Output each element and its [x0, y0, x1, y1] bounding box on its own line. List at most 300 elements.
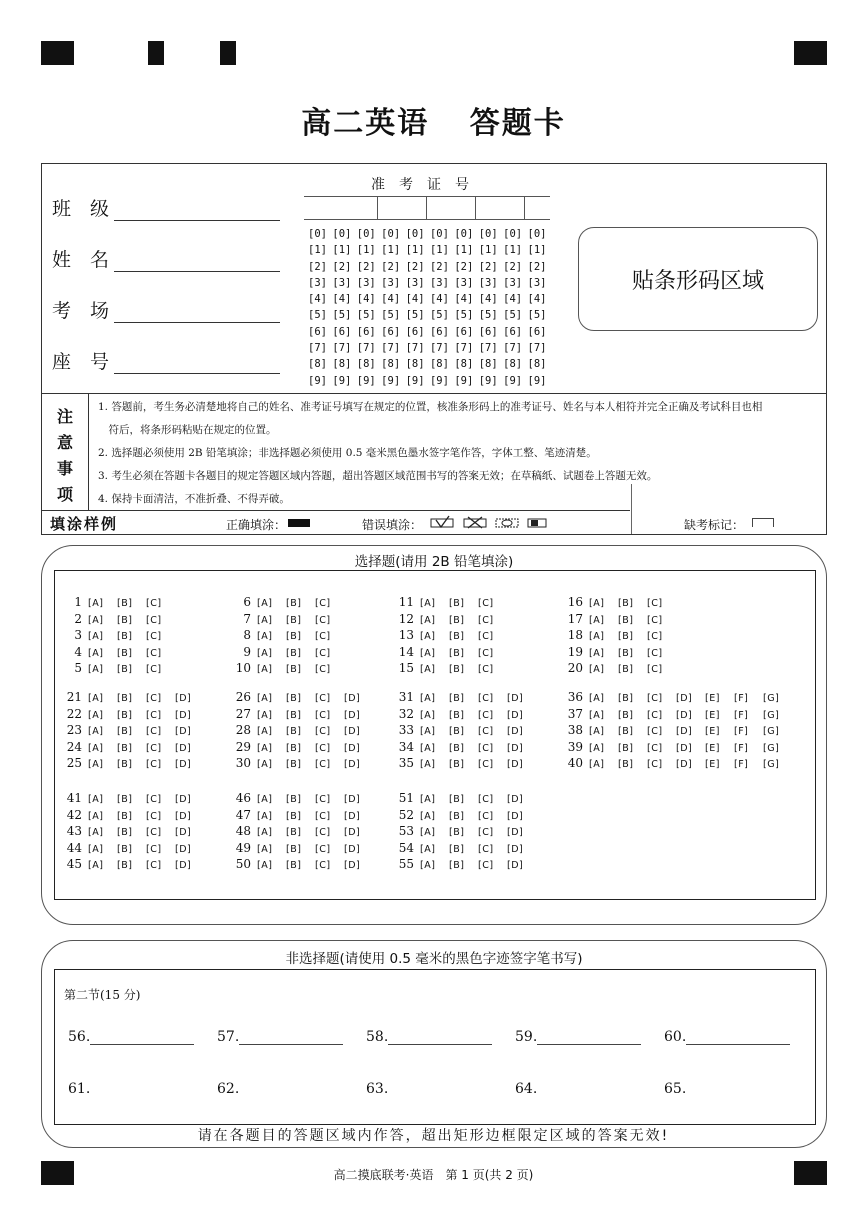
- option-bubble[interactable]: [C]: [478, 810, 494, 822]
- option-bubble[interactable]: [B]: [117, 693, 133, 704]
- option-bubble[interactable]: [C]: [478, 693, 494, 704]
- admission-bubble[interactable]: [1]: [381, 244, 401, 257]
- option-bubble[interactable]: [C]: [478, 631, 494, 643]
- option-bubble[interactable]: [D]: [507, 794, 524, 805]
- admission-bubble[interactable]: [0]: [454, 228, 474, 240]
- option-bubble[interactable]: [D]: [175, 860, 192, 872]
- option-bubble[interactable]: [E]: [705, 693, 720, 704]
- option-bubble[interactable]: [C]: [315, 742, 331, 754]
- option-bubble[interactable]: [C]: [647, 759, 663, 771]
- admission-bubble[interactable]: [6]: [527, 325, 547, 338]
- admission-bubble[interactable]: [8]: [527, 358, 547, 371]
- option-bubble[interactable]: [A]: [589, 664, 605, 676]
- admission-bubble[interactable]: [5]: [381, 309, 401, 322]
- option-bubble[interactable]: [D]: [507, 709, 524, 721]
- option-bubble[interactable]: [B]: [449, 614, 465, 626]
- option-bubble[interactable]: [A]: [88, 693, 104, 704]
- option-bubble[interactable]: [B]: [286, 759, 302, 771]
- option-bubble[interactable]: [C]: [146, 810, 162, 822]
- option-bubble[interactable]: [D]: [507, 827, 524, 839]
- admission-bubble[interactable]: [7]: [381, 342, 401, 355]
- option-bubble[interactable]: [A]: [257, 647, 273, 659]
- admission-bubble[interactable]: [2]: [478, 260, 498, 273]
- option-bubble[interactable]: [B]: [449, 693, 465, 704]
- option-bubble[interactable]: [D]: [676, 726, 693, 738]
- option-bubble[interactable]: [C]: [315, 709, 331, 721]
- admission-bubble[interactable]: [2]: [308, 260, 327, 273]
- option-bubble[interactable]: [B]: [449, 647, 465, 659]
- admission-bubble[interactable]: [6]: [332, 325, 352, 338]
- option-bubble[interactable]: [B]: [286, 742, 302, 754]
- option-bubble[interactable]: [B]: [286, 709, 302, 721]
- option-bubble[interactable]: [C]: [647, 647, 663, 659]
- option-bubble[interactable]: [B]: [449, 598, 465, 609]
- option-bubble[interactable]: [D]: [175, 843, 192, 855]
- option-bubble[interactable]: [E]: [705, 709, 720, 721]
- option-bubble[interactable]: [B]: [286, 693, 302, 704]
- blank-answer[interactable]: [366, 1081, 388, 1097]
- option-bubble[interactable]: [C]: [647, 693, 663, 704]
- option-bubble[interactable]: [B]: [618, 631, 634, 643]
- admission-bubble[interactable]: [8]: [356, 358, 376, 371]
- option-bubble[interactable]: [A]: [589, 693, 605, 704]
- option-bubble[interactable]: [A]: [88, 631, 104, 643]
- admission-bubble[interactable]: [6]: [405, 325, 425, 338]
- option-bubble[interactable]: [C]: [478, 647, 494, 659]
- blank-line[interactable]: [90, 1030, 194, 1045]
- admission-bubble[interactable]: [9]: [356, 374, 376, 387]
- option-bubble[interactable]: [A]: [420, 742, 436, 754]
- admission-bubble[interactable]: [0]: [308, 228, 327, 240]
- admission-bubble[interactable]: [2]: [454, 260, 474, 273]
- admission-bubble[interactable]: [7]: [332, 342, 352, 355]
- option-bubble[interactable]: [B]: [286, 614, 302, 626]
- option-bubble[interactable]: [C]: [315, 647, 331, 659]
- blank-answer[interactable]: [664, 1029, 790, 1045]
- option-bubble[interactable]: [D]: [344, 726, 361, 738]
- option-bubble[interactable]: [C]: [146, 631, 162, 643]
- option-bubble[interactable]: [B]: [618, 759, 634, 771]
- option-bubble[interactable]: [A]: [589, 726, 605, 738]
- admission-bubble[interactable]: [3]: [429, 276, 449, 289]
- admission-bubble[interactable]: [8]: [503, 358, 523, 371]
- option-bubble[interactable]: [A]: [88, 794, 104, 805]
- admission-bubble[interactable]: [7]: [308, 342, 327, 355]
- option-bubble[interactable]: [C]: [146, 860, 162, 872]
- option-bubble[interactable]: [B]: [117, 726, 133, 738]
- blank-line[interactable]: [686, 1030, 790, 1045]
- option-bubble[interactable]: [C]: [146, 827, 162, 839]
- option-bubble[interactable]: [C]: [478, 759, 494, 771]
- option-bubble[interactable]: [C]: [647, 598, 663, 609]
- name-field[interactable]: 姓 名: [52, 245, 280, 272]
- option-bubble[interactable]: [C]: [146, 614, 162, 626]
- option-bubble[interactable]: [A]: [589, 631, 605, 643]
- option-bubble[interactable]: [B]: [117, 709, 133, 721]
- option-bubble[interactable]: [B]: [117, 664, 133, 676]
- admission-bubble[interactable]: [1]: [405, 244, 425, 257]
- option-bubble[interactable]: [F]: [734, 726, 749, 738]
- option-bubble[interactable]: [A]: [420, 631, 436, 643]
- admission-bubble[interactable]: [3]: [478, 276, 498, 289]
- option-bubble[interactable]: [D]: [175, 759, 192, 771]
- option-bubble[interactable]: [D]: [676, 759, 693, 771]
- admission-bubble[interactable]: [3]: [381, 276, 401, 289]
- admission-bubble[interactable]: [0]: [478, 228, 498, 240]
- option-bubble[interactable]: [C]: [315, 810, 331, 822]
- option-bubble[interactable]: [A]: [257, 810, 273, 822]
- option-bubble[interactable]: [A]: [420, 759, 436, 771]
- option-bubble[interactable]: [B]: [618, 598, 634, 609]
- blank-answer[interactable]: [664, 1081, 686, 1097]
- option-bubble[interactable]: [C]: [146, 693, 162, 704]
- option-bubble[interactable]: [C]: [647, 614, 663, 626]
- option-bubble[interactable]: [A]: [257, 598, 273, 609]
- option-bubble[interactable]: [D]: [344, 742, 361, 754]
- option-bubble[interactable]: [C]: [647, 631, 663, 643]
- option-bubble[interactable]: [D]: [676, 742, 693, 754]
- option-bubble[interactable]: [D]: [344, 709, 361, 721]
- option-bubble[interactable]: [A]: [420, 726, 436, 738]
- option-bubble[interactable]: [B]: [286, 631, 302, 643]
- admission-bubble[interactable]: [1]: [527, 244, 547, 257]
- option-bubble[interactable]: [B]: [286, 860, 302, 872]
- option-bubble[interactable]: [A]: [88, 647, 104, 659]
- option-bubble[interactable]: [C]: [315, 843, 331, 855]
- exam-room-field[interactable]: 考 场: [52, 296, 280, 323]
- option-bubble[interactable]: [D]: [175, 794, 192, 805]
- admission-bubble[interactable]: [3]: [356, 276, 376, 289]
- option-bubble[interactable]: [D]: [175, 709, 192, 721]
- admission-bubble[interactable]: [6]: [429, 325, 449, 338]
- admission-bubble[interactable]: [4]: [381, 293, 401, 306]
- option-bubble[interactable]: [B]: [286, 810, 302, 822]
- option-bubble[interactable]: [D]: [175, 742, 192, 754]
- option-bubble[interactable]: [A]: [257, 693, 273, 704]
- option-bubble[interactable]: [A]: [420, 664, 436, 676]
- option-bubble[interactable]: [D]: [344, 810, 361, 822]
- admission-bubble[interactable]: [3]: [308, 276, 327, 289]
- option-bubble[interactable]: [A]: [88, 709, 104, 721]
- option-bubble[interactable]: [C]: [146, 598, 162, 609]
- option-bubble[interactable]: [C]: [478, 860, 494, 872]
- option-bubble[interactable]: [C]: [146, 843, 162, 855]
- admission-bubble[interactable]: [8]: [478, 358, 498, 371]
- option-bubble[interactable]: [B]: [449, 759, 465, 771]
- admission-bubble[interactable]: [1]: [454, 244, 474, 257]
- option-bubble[interactable]: [E]: [705, 742, 720, 754]
- option-bubble[interactable]: [B]: [618, 693, 634, 704]
- option-bubble[interactable]: [B]: [449, 860, 465, 872]
- admission-bubble[interactable]: [1]: [503, 244, 523, 257]
- option-bubble[interactable]: [B]: [117, 614, 133, 626]
- option-bubble[interactable]: [B]: [618, 664, 634, 676]
- admission-bubble[interactable]: [9]: [429, 374, 449, 387]
- admission-bubble[interactable]: [7]: [405, 342, 425, 355]
- admission-bubble[interactable]: [2]: [405, 260, 425, 273]
- option-bubble[interactable]: [A]: [257, 709, 273, 721]
- option-bubble[interactable]: [E]: [705, 726, 720, 738]
- option-bubble[interactable]: [G]: [763, 742, 780, 754]
- admission-bubble[interactable]: [6]: [478, 325, 498, 338]
- option-bubble[interactable]: [A]: [257, 631, 273, 643]
- admission-bubble[interactable]: [5]: [356, 309, 376, 322]
- admission-bubble[interactable]: [5]: [332, 309, 352, 322]
- option-bubble[interactable]: [A]: [257, 843, 273, 855]
- admission-bubble[interactable]: [7]: [527, 342, 547, 355]
- blank-answer[interactable]: [515, 1029, 641, 1045]
- option-bubble[interactable]: [B]: [286, 647, 302, 659]
- option-bubble[interactable]: [A]: [420, 810, 436, 822]
- blank-answer[interactable]: [68, 1029, 194, 1045]
- admission-bubble[interactable]: [0]: [429, 228, 449, 240]
- option-bubble[interactable]: [A]: [257, 860, 273, 872]
- option-bubble[interactable]: [B]: [286, 598, 302, 609]
- option-bubble[interactable]: [D]: [175, 726, 192, 738]
- admission-bubble[interactable]: [4]: [478, 293, 498, 306]
- option-bubble[interactable]: [B]: [117, 810, 133, 822]
- option-bubble[interactable]: [A]: [589, 759, 605, 771]
- option-bubble[interactable]: [B]: [618, 709, 634, 721]
- admission-bubble[interactable]: [9]: [478, 374, 498, 387]
- option-bubble[interactable]: [B]: [117, 742, 133, 754]
- blank-answer[interactable]: [366, 1029, 492, 1045]
- option-bubble[interactable]: [C]: [315, 726, 331, 738]
- option-bubble[interactable]: [D]: [507, 693, 524, 704]
- option-bubble[interactable]: [A]: [420, 860, 436, 872]
- admission-bubble[interactable]: [4]: [429, 293, 449, 306]
- option-bubble[interactable]: [G]: [763, 759, 780, 771]
- blank-answer[interactable]: [217, 1081, 239, 1097]
- admission-bubble[interactable]: [2]: [381, 260, 401, 273]
- option-bubble[interactable]: [C]: [315, 759, 331, 771]
- option-bubble[interactable]: [B]: [117, 794, 133, 805]
- option-bubble[interactable]: [B]: [618, 742, 634, 754]
- option-bubble[interactable]: [B]: [449, 664, 465, 676]
- admission-bubble[interactable]: [2]: [332, 260, 352, 273]
- option-bubble[interactable]: [A]: [420, 709, 436, 721]
- admission-bubble[interactable]: [4]: [454, 293, 474, 306]
- admission-bubble[interactable]: [3]: [503, 276, 523, 289]
- option-bubble[interactable]: [B]: [618, 647, 634, 659]
- option-bubble[interactable]: [A]: [257, 794, 273, 805]
- blank-answer[interactable]: [515, 1081, 537, 1097]
- option-bubble[interactable]: [D]: [507, 810, 524, 822]
- option-bubble[interactable]: [C]: [478, 843, 494, 855]
- option-bubble[interactable]: [A]: [88, 664, 104, 676]
- option-bubble[interactable]: [A]: [420, 827, 436, 839]
- admission-bubble[interactable]: [9]: [332, 374, 352, 387]
- option-bubble[interactable]: [D]: [175, 827, 192, 839]
- option-bubble[interactable]: [G]: [763, 726, 780, 738]
- admission-bubble[interactable]: [1]: [356, 244, 376, 257]
- admission-bubble[interactable]: [1]: [332, 244, 352, 257]
- admission-bubble[interactable]: [6]: [381, 325, 401, 338]
- option-bubble[interactable]: [C]: [315, 664, 331, 676]
- admission-bubble[interactable]: [0]: [503, 228, 523, 240]
- option-bubble[interactable]: [D]: [507, 759, 524, 771]
- admission-bubble[interactable]: [3]: [332, 276, 352, 289]
- option-bubble[interactable]: [A]: [88, 598, 104, 609]
- admission-bubble[interactable]: [3]: [454, 276, 474, 289]
- admission-bubble[interactable]: [4]: [332, 293, 352, 306]
- option-bubble[interactable]: [D]: [344, 843, 361, 855]
- option-bubble[interactable]: [C]: [478, 794, 494, 805]
- admission-bubble[interactable]: [5]: [405, 309, 425, 322]
- admission-bubble[interactable]: [2]: [527, 260, 547, 273]
- option-bubble[interactable]: [D]: [507, 726, 524, 738]
- option-bubble[interactable]: [C]: [478, 742, 494, 754]
- option-bubble[interactable]: [D]: [676, 693, 693, 704]
- admission-bubble[interactable]: [8]: [332, 358, 352, 371]
- option-bubble[interactable]: [A]: [257, 726, 273, 738]
- admission-bubble[interactable]: [8]: [381, 358, 401, 371]
- option-bubble[interactable]: [A]: [589, 614, 605, 626]
- option-bubble[interactable]: [D]: [507, 843, 524, 855]
- admission-bubble[interactable]: [4]: [405, 293, 425, 306]
- option-bubble[interactable]: [A]: [257, 759, 273, 771]
- admission-bubble[interactable]: [0]: [356, 228, 376, 240]
- admission-bubble[interactable]: [0]: [381, 228, 401, 240]
- blank-line[interactable]: [388, 1030, 492, 1045]
- admission-write-boxes[interactable]: [304, 196, 550, 220]
- option-bubble[interactable]: [F]: [734, 693, 749, 704]
- option-bubble[interactable]: [A]: [589, 647, 605, 659]
- admission-bubble[interactable]: [3]: [527, 276, 547, 289]
- option-bubble[interactable]: [B]: [117, 827, 133, 839]
- admission-bubble[interactable]: [8]: [454, 358, 474, 371]
- admission-bubble[interactable]: [5]: [478, 309, 498, 322]
- option-bubble[interactable]: [A]: [88, 614, 104, 626]
- admission-bubble[interactable]: [1]: [429, 244, 449, 257]
- blank-answer[interactable]: [217, 1029, 343, 1045]
- admission-bubble[interactable]: [2]: [429, 260, 449, 273]
- seat-field[interactable]: 座 号: [52, 347, 280, 374]
- option-bubble[interactable]: [A]: [589, 709, 605, 721]
- admission-bubble[interactable]: [0]: [332, 228, 352, 240]
- admission-bubble[interactable]: [2]: [356, 260, 376, 273]
- option-bubble[interactable]: [A]: [257, 827, 273, 839]
- option-bubble[interactable]: [A]: [257, 664, 273, 676]
- admission-bubble[interactable]: [6]: [356, 325, 376, 338]
- option-bubble[interactable]: [C]: [146, 709, 162, 721]
- admission-bubble[interactable]: [5]: [429, 309, 449, 322]
- admission-bubble[interactable]: [1]: [478, 244, 498, 257]
- option-bubble[interactable]: [D]: [175, 693, 192, 704]
- admission-bubble[interactable]: [9]: [405, 374, 425, 387]
- option-bubble[interactable]: [A]: [88, 843, 104, 855]
- option-bubble[interactable]: [C]: [647, 742, 663, 754]
- option-bubble[interactable]: [B]: [449, 742, 465, 754]
- option-bubble[interactable]: [B]: [286, 843, 302, 855]
- option-bubble[interactable]: [B]: [449, 827, 465, 839]
- admission-bubble[interactable]: [6]: [308, 325, 327, 338]
- admission-bubble[interactable]: [5]: [527, 309, 547, 322]
- option-bubble[interactable]: [A]: [257, 614, 273, 626]
- option-bubble[interactable]: [A]: [420, 614, 436, 626]
- option-bubble[interactable]: [C]: [478, 664, 494, 676]
- option-bubble[interactable]: [C]: [146, 664, 162, 676]
- option-bubble[interactable]: [C]: [146, 726, 162, 738]
- option-bubble[interactable]: [D]: [175, 810, 192, 822]
- admission-bubble[interactable]: [8]: [405, 358, 425, 371]
- option-bubble[interactable]: [B]: [449, 810, 465, 822]
- option-bubble[interactable]: [C]: [647, 664, 663, 676]
- option-bubble[interactable]: [A]: [589, 598, 605, 609]
- admission-bubble[interactable]: [0]: [527, 228, 547, 240]
- admission-bubble[interactable]: [4]: [308, 293, 327, 306]
- option-bubble[interactable]: [C]: [146, 647, 162, 659]
- option-bubble[interactable]: [B]: [449, 709, 465, 721]
- admission-bubble[interactable]: [6]: [503, 325, 523, 338]
- option-bubble[interactable]: [D]: [344, 827, 361, 839]
- option-bubble[interactable]: [F]: [734, 742, 749, 754]
- blank-answer[interactable]: [68, 1081, 90, 1097]
- admission-bubble[interactable]: [5]: [308, 309, 327, 322]
- option-bubble[interactable]: [C]: [315, 693, 331, 704]
- option-bubble[interactable]: [B]: [117, 631, 133, 643]
- option-bubble[interactable]: [B]: [618, 726, 634, 738]
- option-bubble[interactable]: [C]: [315, 860, 331, 872]
- option-bubble[interactable]: [C]: [146, 759, 162, 771]
- admission-bubble[interactable]: [9]: [454, 374, 474, 387]
- option-bubble[interactable]: [A]: [88, 759, 104, 771]
- option-bubble[interactable]: [B]: [618, 614, 634, 626]
- admission-bubble[interactable]: [7]: [356, 342, 376, 355]
- option-bubble[interactable]: [B]: [117, 598, 133, 609]
- option-bubble[interactable]: [A]: [589, 742, 605, 754]
- option-bubble[interactable]: [B]: [449, 726, 465, 738]
- admission-bubble[interactable]: [7]: [503, 342, 523, 355]
- option-bubble[interactable]: [C]: [315, 794, 331, 805]
- option-bubble[interactable]: [D]: [507, 860, 524, 872]
- option-bubble[interactable]: [A]: [420, 647, 436, 659]
- option-bubble[interactable]: [C]: [478, 726, 494, 738]
- option-bubble[interactable]: [B]: [117, 843, 133, 855]
- option-bubble[interactable]: [C]: [146, 794, 162, 805]
- admission-bubble[interactable]: [9]: [308, 374, 327, 387]
- option-bubble[interactable]: [A]: [88, 827, 104, 839]
- option-bubble[interactable]: [A]: [88, 742, 104, 754]
- option-bubble[interactable]: [A]: [420, 794, 436, 805]
- admission-bubble[interactable]: [7]: [454, 342, 474, 355]
- option-bubble[interactable]: [D]: [344, 693, 361, 704]
- admission-bubble[interactable]: [8]: [308, 358, 327, 371]
- admission-bubble[interactable]: [7]: [478, 342, 498, 355]
- option-bubble[interactable]: [C]: [315, 631, 331, 643]
- option-bubble[interactable]: [G]: [763, 709, 780, 721]
- admission-bubble[interactable]: [3]: [405, 276, 425, 289]
- admission-bubble[interactable]: [9]: [381, 374, 401, 387]
- option-bubble[interactable]: [A]: [88, 726, 104, 738]
- admission-bubble[interactable]: [2]: [503, 260, 523, 273]
- option-bubble[interactable]: [A]: [88, 810, 104, 822]
- class-field[interactable]: 班 级: [52, 194, 280, 221]
- option-bubble[interactable]: [B]: [286, 827, 302, 839]
- option-bubble[interactable]: [C]: [647, 709, 663, 721]
- option-bubble[interactable]: [C]: [315, 827, 331, 839]
- option-bubble[interactable]: [E]: [705, 759, 720, 771]
- option-bubble[interactable]: [A]: [420, 598, 436, 609]
- option-bubble[interactable]: [B]: [117, 647, 133, 659]
- option-bubble[interactable]: [B]: [449, 631, 465, 643]
- option-bubble[interactable]: [G]: [763, 693, 780, 704]
- admission-bubble[interactable]: [4]: [527, 293, 547, 306]
- option-bubble[interactable]: [F]: [734, 759, 749, 771]
- option-bubble[interactable]: [B]: [117, 860, 133, 872]
- option-bubble[interactable]: [D]: [676, 709, 693, 721]
- option-bubble[interactable]: [D]: [344, 860, 361, 872]
